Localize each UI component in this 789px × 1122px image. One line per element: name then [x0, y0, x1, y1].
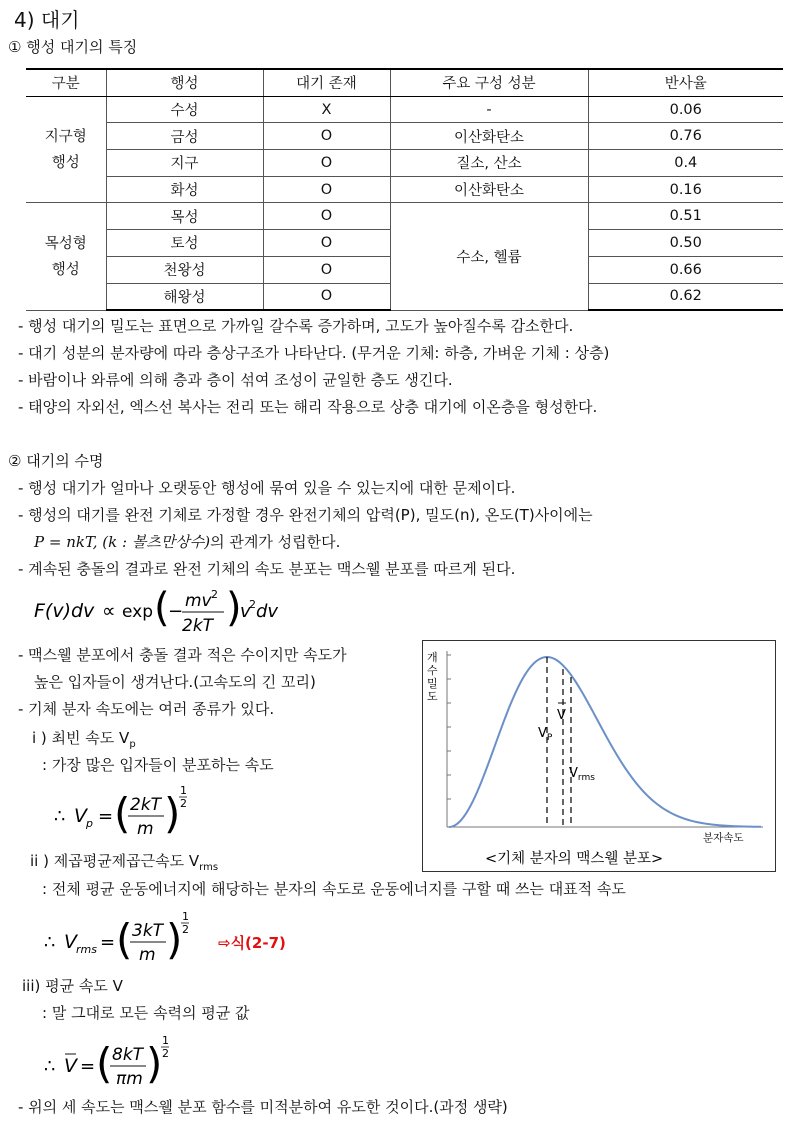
svg-text:∴: ∴ [44, 1056, 56, 1077]
albedo-cell: 0.66 [588, 256, 783, 283]
svg-text:): ) [164, 789, 181, 838]
speed-item-2 [30, 850, 218, 873]
composition-cell: 수소, 헬륨 [390, 203, 588, 310]
svg-text:p: p [86, 817, 93, 830]
atmosphere-cell: O [263, 123, 390, 150]
svg-text:(: ( [154, 585, 170, 631]
albedo-cell: 0.76 [588, 123, 783, 150]
composition-cell: - [390, 96, 588, 123]
svg-text:F(v)dv: F(v)dv [34, 600, 95, 622]
atmosphere-cell: O [263, 230, 390, 257]
composition-cell: 이산화탄소 [390, 176, 588, 203]
planet-cell: 토성 [106, 230, 263, 257]
svg-text:1: 1 [180, 784, 187, 797]
group-label: 행성 [51, 261, 80, 278]
svg-text:mv: mv [185, 591, 212, 611]
note-line: - 계속된 충돌의 결과로 완전 기체의 속도 분포는 맥스웰 분포를 따르게 된다. [18, 560, 516, 578]
svg-text:V: V [74, 805, 87, 827]
speed-subscript: p [129, 739, 136, 750]
y-axis-ticks [447, 655, 451, 799]
planet-cell: 화성 [106, 176, 263, 203]
svg-text:2: 2 [182, 923, 189, 936]
group-terrestrial [26, 96, 106, 203]
svg-text:(: ( [96, 1039, 113, 1088]
svg-text:m: m [139, 945, 156, 965]
vp-formula [54, 780, 194, 844]
figure-caption: <기체 분자의 맥스웰 분포> [485, 851, 664, 867]
vrms-label: $V_{rms}$ [569, 766, 595, 783]
group-label: 지구형 [44, 128, 87, 145]
svg-text:): ) [226, 585, 242, 631]
equation-reference: ⇨식(2-7) [218, 934, 286, 952]
note-line: - 행성 대기가 얼마나 오랫동안 행성에 묶여 있을 수 있는지에 대한 문제이다. [18, 479, 516, 497]
svg-text:2: 2 [162, 1047, 169, 1060]
speed-label: i ) 최빈 속도 V [32, 729, 130, 747]
note-line: - 대기 성분의 분자량에 따라 층상구조가 나타난다. (무거운 기체: 하층, 가벼운 기체 : 상층) [18, 344, 610, 362]
albedo-cell: 0.51 [588, 203, 783, 230]
ideal-gas-formula: P = nkT, (k : 볼츠만상수) [34, 533, 211, 551]
table-header: 대기 존재 [263, 69, 390, 96]
note-line: - 행성의 대기를 완전 기체로 가정할 경우 완전기체의 압력(P), 밀도(n), 온도(T)사이에는 [18, 506, 593, 524]
note-line [34, 531, 340, 552]
svg-text:v: v [240, 601, 251, 622]
note-line: - 맥스웰 분포에서 충돌 결과 적은 수이지만 속도가 [18, 646, 347, 664]
table-row [26, 150, 783, 177]
maxwell-curve [449, 657, 761, 827]
svg-text:dv: dv [256, 601, 279, 622]
table-header: 반사율 [588, 69, 783, 96]
atmosphere-cell: O [263, 150, 390, 177]
speed-item-3: iii) 평균 속도 V [22, 977, 123, 995]
planet-cell: 목성 [106, 203, 263, 230]
svg-text:rms: rms [76, 943, 97, 956]
composition-cell: 질소, 산소 [390, 150, 588, 177]
table-header-row [26, 69, 783, 96]
group-label: 행성 [51, 154, 80, 171]
note-line: - 태양의 자외선, 엑스선 복사는 전리 또는 해리 작용으로 상층 대기에 이온층을 형성한다. [18, 398, 598, 416]
svg-text:∴: ∴ [44, 932, 56, 953]
planet-cell: 천왕성 [106, 256, 263, 283]
table-row [26, 123, 783, 150]
table-header: 구분 [26, 69, 106, 96]
svg-text:(: ( [114, 789, 131, 838]
svg-text:(: ( [116, 915, 133, 964]
table-row [26, 203, 783, 230]
planet-cell: 수성 [106, 96, 263, 123]
svg-text:2kT: 2kT [182, 616, 214, 636]
albedo-cell: 0.62 [588, 283, 783, 310]
svg-text:1: 1 [162, 1034, 169, 1047]
svg-text:∝: ∝ [102, 600, 116, 622]
group-label: 목성형 [44, 235, 87, 252]
speed-subscript: rms [199, 862, 219, 873]
y-axis-label: 개 수 밀 도 [427, 651, 438, 703]
speed-desc-1: : 가장 많은 입자들이 분포하는 속도 [42, 756, 274, 774]
atmosphere-cell: O [263, 203, 390, 230]
svg-text:1: 1 [182, 910, 189, 923]
vmean-label: V [557, 708, 566, 723]
svg-text:V: V [64, 931, 77, 953]
albedo-cell: 0.06 [588, 96, 783, 123]
group-jovian [26, 203, 106, 310]
albedo-cell: 0.4 [588, 150, 783, 177]
speed-desc-3: : 말 그대로 모든 속력의 평균 값 [42, 1004, 250, 1022]
svg-text:2kT: 2kT [130, 795, 162, 815]
svg-text:m: m [137, 819, 154, 839]
table-header: 행성 [106, 69, 263, 96]
svg-text:2: 2 [249, 598, 256, 611]
planet-cell: 금성 [106, 123, 263, 150]
svg-text:πm: πm [116, 1069, 143, 1089]
planet-cell: 지구 [106, 150, 263, 177]
svg-text:=: = [98, 806, 114, 827]
svg-text:=: = [80, 1056, 96, 1077]
atmosphere-cell: X [263, 96, 390, 123]
speed-label: ii ) 제곱평균제곱근속도 V [30, 852, 200, 870]
note-text: 의 관계가 성립한다. [210, 533, 341, 551]
composition-cell: 이산화탄소 [390, 123, 588, 150]
maxwell-distribution-figure [422, 640, 776, 872]
svg-text:exp: exp [122, 602, 154, 622]
section-title: 4) 대기 [14, 8, 80, 32]
svg-text:2: 2 [180, 797, 187, 810]
note-line: - 기체 분자 속도에는 여러 종류가 있다. [18, 700, 275, 718]
svg-text:∴: ∴ [54, 806, 66, 827]
subsection-title-1: ① 행성 대기의 특징 [8, 38, 138, 56]
svg-text:): ) [166, 915, 183, 964]
table-row [26, 96, 783, 123]
atmosphere-cell: O [263, 176, 390, 203]
note-line: - 바람이나 와류에 의해 층과 층이 섞여 조성이 균일한 층도 생긴다. [18, 371, 453, 389]
planet-cell: 해왕성 [106, 283, 263, 310]
svg-text:=: = [100, 932, 116, 953]
atmosphere-cell: O [263, 256, 390, 283]
x-axis-label: 분자속도 [703, 832, 744, 844]
albedo-cell: 0.16 [588, 176, 783, 203]
speed-desc-2: : 전체 평균 운동에너지에 해당하는 분자의 속도로 운동에너지를 구할 때 쓰는 대표적 속도 [42, 880, 626, 898]
svg-text:8kT: 8kT [112, 1045, 144, 1065]
atmosphere-cell: O [263, 283, 390, 310]
svg-text:3kT: 3kT [132, 921, 164, 941]
vrms-formula [44, 904, 214, 970]
vp-label: $V_P$ [538, 726, 553, 743]
note-line: - 행성 대기의 밀도는 표면으로 가까일 갈수록 증가하며, 고도가 높아질수록 감소한다. [18, 317, 574, 335]
table-row [26, 176, 783, 203]
maxwell-formula [30, 584, 280, 640]
subsection-title-2: ② 대기의 수명 [8, 452, 104, 470]
vmean-formula [44, 1028, 184, 1094]
albedo-cell: 0.50 [588, 230, 783, 257]
svg-text:): ) [146, 1039, 163, 1088]
note-line: - 위의 세 속도는 맥스웰 분포 함수를 미적분하여 유도한 것이다.(과정 생략) [18, 1098, 508, 1116]
note-line: 높은 입자들이 생겨난다.(고속도의 긴 꼬리) [34, 673, 316, 691]
speed-item-1 [32, 727, 136, 750]
maxwell-curve-diagram [423, 641, 775, 871]
svg-text:V: V [64, 1055, 77, 1077]
planet-atmosphere-table [26, 68, 783, 311]
svg-text:2: 2 [211, 588, 218, 601]
table-header: 주요 구성 성분 [390, 69, 588, 96]
svg-text:−: − [168, 601, 184, 622]
